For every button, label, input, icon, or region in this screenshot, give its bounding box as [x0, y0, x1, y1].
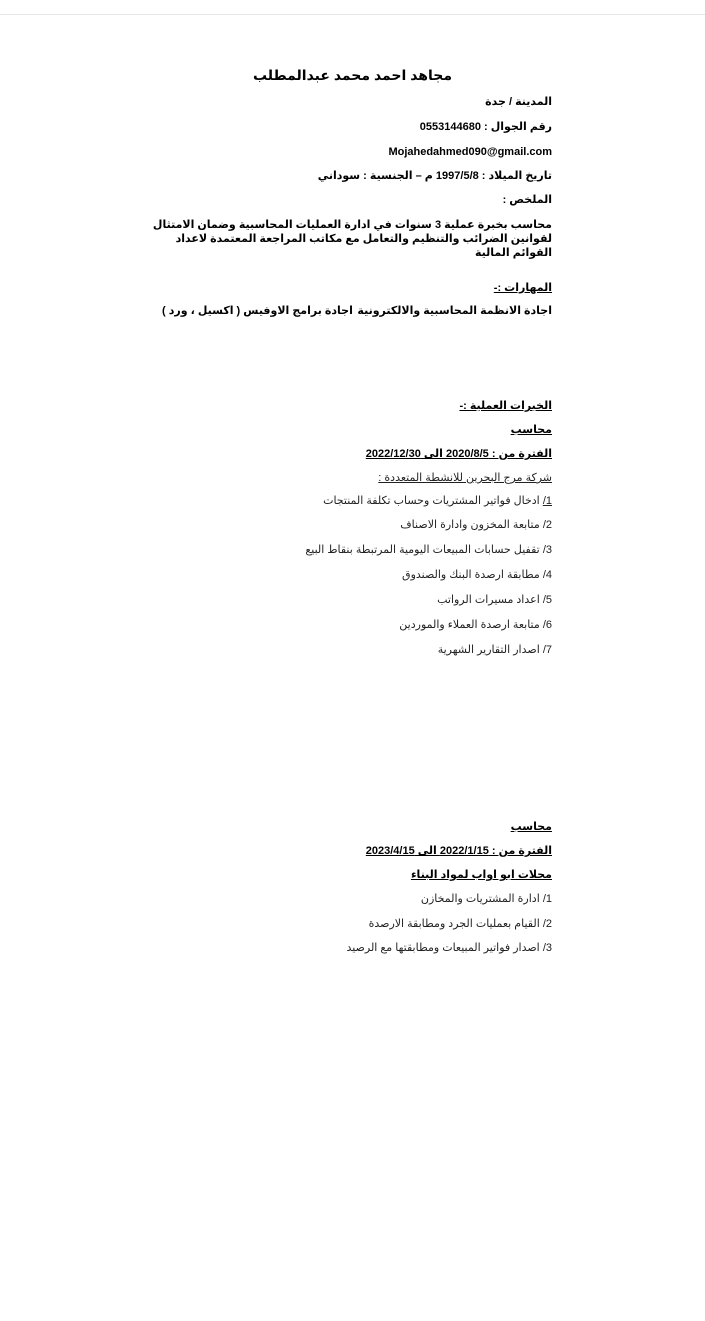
job-duty — [421, 893, 552, 906]
duty-number: 6/ — [542, 619, 552, 631]
summary-label: الملخص : — [502, 194, 552, 206]
duty-number: 4/ — [542, 569, 552, 581]
job-duty — [438, 644, 552, 657]
duty-number: 2/ — [542, 918, 552, 930]
duty-text: القيام بعمليات الجرد ومطابقة الارصدة — [368, 918, 543, 930]
page-top-divider — [0, 14, 705, 15]
duty-text: متابعة المخزون وادارة الاصناف — [400, 519, 543, 531]
job-duty — [369, 918, 552, 931]
duty-number: 3/ — [542, 544, 552, 556]
experience-heading: الخبرات العملية :- — [459, 400, 552, 412]
job-duty — [305, 544, 552, 557]
duty-text: اصدار التقارير الشهرية — [437, 644, 543, 656]
skills-list — [162, 305, 552, 318]
job-duty — [323, 495, 552, 508]
duty-text: ادخال فواتير المشتريات وحساب تكلفة المنتجات — [323, 495, 543, 507]
duty-text: مطابقة ارصدة البنك والصندوق — [402, 569, 543, 581]
job-title: محاسب — [510, 424, 552, 436]
phone-line: رقم الجوال : 0553144680 — [419, 121, 552, 133]
duty-number: 7/ — [542, 644, 552, 656]
duty-number: 5/ — [542, 594, 552, 606]
skill-item: اجادة برامج الاوفيس ( اكسيل ، ورد ) — [162, 305, 353, 317]
skill-item: اجادة الانظمة المحاسبية والالكترونية — [357, 305, 552, 317]
job-duty — [346, 942, 552, 955]
birth-nationality-line: تاريخ الميلاد : 1997/5/8 م – الجنسية : سوداني — [317, 170, 552, 182]
duty-text: تقفيل حسابات المبيعات اليومية المرتبطة بنقاط البيع — [305, 544, 543, 556]
job-title: محاسب — [510, 821, 552, 833]
duty-text: اصدار فواتير المبيعات ومطابقتها مع الرصيد — [346, 942, 543, 954]
city-line: المدينة / جدة — [485, 96, 552, 108]
duty-text: اعداد مسيرات الرواتب — [437, 594, 543, 606]
job-period: الفترة من : 2022/1/15 الى 2023/4/15 — [365, 845, 552, 857]
resume-name: مجاهد احمد محمد عبدالمطلب — [252, 67, 453, 83]
job-company: شركة مرج البحرين للانشطة المتعددة : — [378, 472, 552, 484]
job-duty — [399, 619, 552, 632]
duty-number: 2/ — [542, 519, 552, 531]
job-duty — [437, 594, 552, 607]
duty-number: 1/ — [542, 893, 552, 905]
duty-number: 3/ — [542, 942, 552, 954]
summary-text: محاسب بخبرة عملية 3 سنوات في ادارة العمليات المحاسبية وضمان الامتثال لقوانين الضرائب والتنظيم والتعامل مع مكاتب المراجعة المعتمدة لاعداد القوائم المالية — [152, 219, 552, 259]
job-duty — [400, 519, 552, 532]
job-duty — [402, 569, 552, 582]
duty-text: متابعة ارصدة العملاء والموردين — [399, 619, 543, 631]
duty-number: 1/ — [542, 495, 552, 507]
skills-heading: المهارات :- — [493, 282, 552, 294]
duty-text: ادارة المشتريات والمخازن — [420, 893, 543, 905]
job-company: محلات ابو اواب لمواد البناء — [410, 869, 552, 881]
job-period: الفترة من : 2020/8/5 الى 2022/12/30 — [365, 448, 552, 460]
email-line: Mojahedahmed090@gmail.com — [388, 146, 552, 158]
